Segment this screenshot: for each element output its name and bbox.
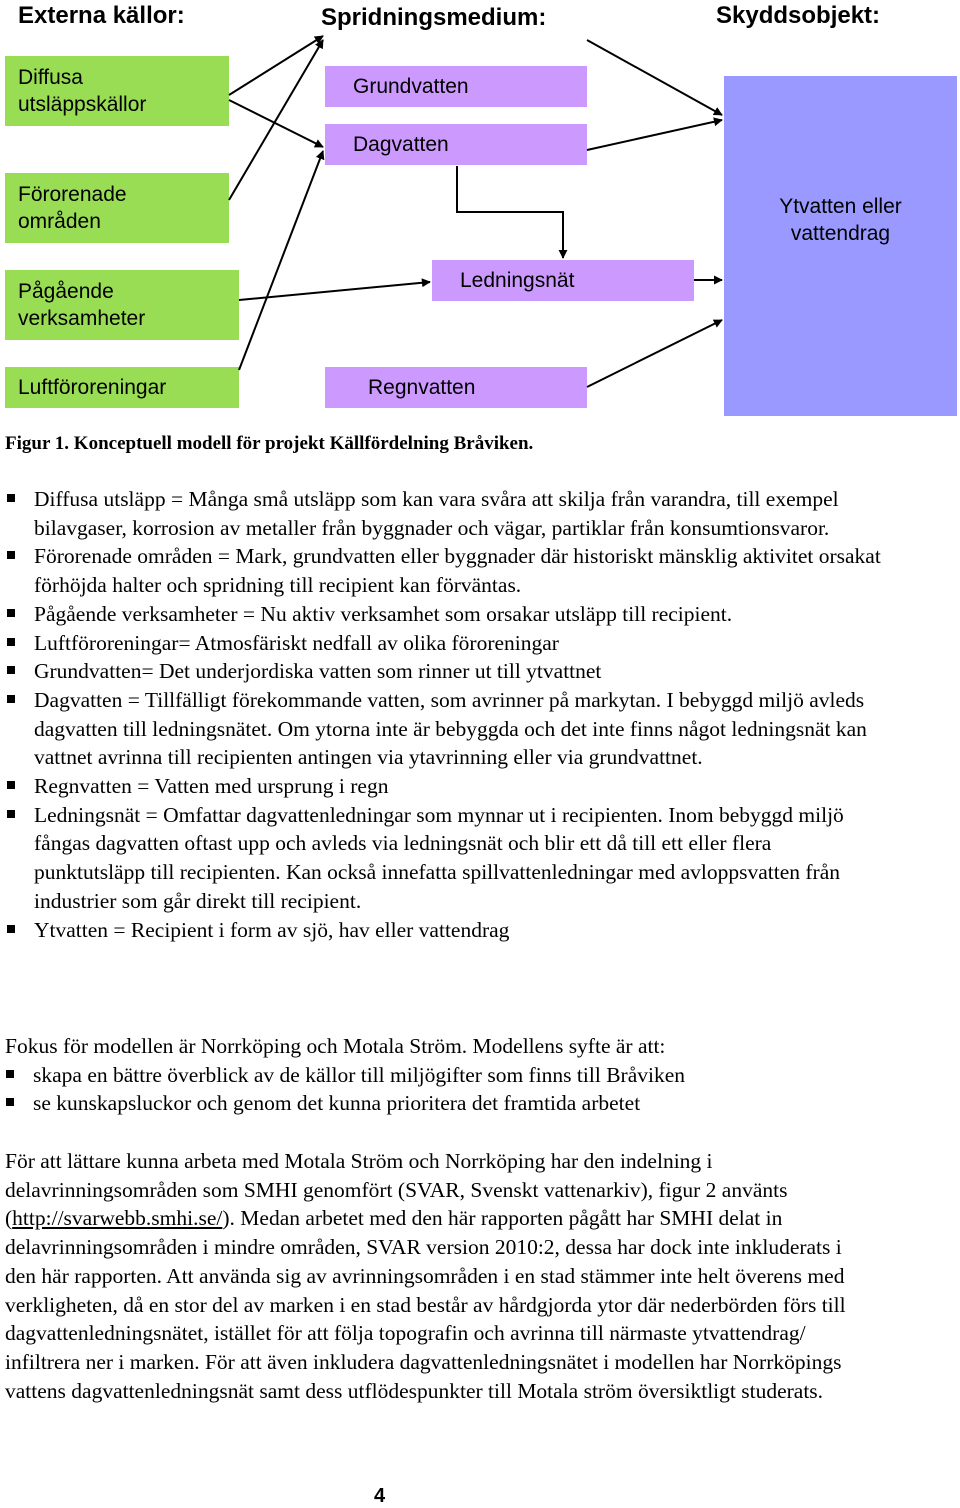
arrow-luft-dagvatten	[239, 151, 323, 370]
bullet-icon	[7, 810, 15, 818]
svar-link[interactable]: http://svarwebb.smhi.se/	[12, 1206, 223, 1231]
paragraph-text-start: För att lättare kunna arbeta med Motala Ström och Norrköping har den indelning i delavrinningsområden som SMHI genomfört (SVAR, Svenskt vattenarkiv), figur 2 använts (	[5, 1149, 788, 1231]
definition-item	[6, 916, 886, 945]
definition-text: Ledningsnät = Omfattar dagvattenledningar som mynnar ut i recipienten. Inom bebyggd miljö fångas dagvatten oftast upp och avleds via ledningsnät och blir ett då till ett eller flera punktutsläpp till recipienten. Kan också innefatta spillvattenledningar med avloppsvatten från industrier som går direkt till recipient.	[34, 802, 844, 913]
definitions-list	[6, 485, 886, 944]
arrow-dagvatten-ytvatten	[587, 120, 722, 150]
bullet-icon	[7, 781, 15, 789]
definition-text: Regnvatten = Vatten med ursprung i regn	[34, 774, 389, 799]
bullet-icon	[7, 695, 15, 703]
source-fororenade-label: Förorenade områden	[18, 183, 127, 233]
focus-item	[5, 1061, 905, 1090]
arrow-dagvatten-ledningsnat	[457, 166, 563, 258]
source-pagaende-label: Pågående verksamheter	[18, 280, 146, 330]
definition-text: Grundvatten= Det underjordiska vatten som rinner ut till ytvattnet	[34, 659, 602, 684]
definition-item	[6, 600, 886, 629]
focus-item	[5, 1089, 905, 1118]
definition-item	[6, 657, 886, 686]
source-luft-label: Luftföroreningar	[18, 376, 167, 399]
arrow-diffusa-dagvatten	[229, 100, 323, 147]
header-external-sources: Externa källor:	[18, 2, 185, 29]
medium-regnvatten-label: Regnvatten	[368, 376, 476, 399]
bullet-icon	[7, 551, 15, 559]
diagram-arrows	[0, 0, 960, 430]
definition-item	[6, 801, 886, 916]
figure-caption: Figur 1. Konceptuell modell för projekt Källfördelning Bråviken.	[5, 433, 534, 454]
definitions-list-container	[6, 485, 886, 944]
medium-dagvatten-label: Dagvatten	[353, 133, 449, 156]
definition-text: Dagvatten = Tillfälligt förekommande vatten, som avrinner på markytan. I bebyggd miljö avleds dagvatten till ledningsnätet. Om ytorna inte är bebyggda och det inte finns något ledningsnät kan vattnet avrinna till recipienten antingen via ytavrinning eller via grundvattnet.	[34, 687, 867, 770]
definition-item	[6, 772, 886, 801]
focus-intro: Fokus för modellen är Norrköping och Motala Ström. Modellens syfte är att:	[5, 1034, 666, 1058]
medium-grundvatten-label: Grundvatten	[353, 75, 469, 98]
definition-text: Pågående verksamheter = Nu aktiv verksamhet som orsakar utsläpp till recipient.	[34, 601, 733, 626]
paragraph-text-end: ). Medan arbetet med den här rapporten pågått har SMHI delat in delavrinningsområden i mindre områden, SVAR version 2010:2, dessa har dock inte inkluderats i den här rapporten. Att använda sig av avrinningsområden i en stad stämmer inte helt överens med verkligheten, då en stor del av marken i en stad består av hårdgjorda ytor där nederbörden förs till dagvattenledningsnätet, istället för att följa topografin och avrinna till närmaste ytvattendrag/ infiltrera ner i marken. För att även inkludera dagvattenledningsnätet i modellen har Norrköpings vattens dagvattenledningsnät samt dess utflödespunkter till Motala ström översiktligt studerats.	[5, 1206, 846, 1403]
medium-ledningsnat-label: Ledningsnät	[460, 269, 575, 292]
arrow-regnvatten-ytvatten	[587, 320, 722, 387]
focus-item-text: skapa en bättre överblick av de källor till miljögifter som finns till Bråviken	[33, 1062, 686, 1087]
definition-item	[6, 686, 886, 772]
definition-text: Förorenade områden = Mark, grundvatten eller byggnader där historiskt mänsklig aktivitet orsakat förhöjda halter och spridning till recipient kan förväntas.	[34, 544, 881, 598]
page-number: 4	[374, 1485, 386, 1507]
focus-section	[5, 1032, 905, 1118]
bullet-icon	[7, 925, 15, 933]
source-diffusa-label: Diffusa utsläppskällor	[18, 66, 147, 116]
bullet-icon	[7, 638, 15, 646]
definition-text: Diffusa utsläpp = Många små utsläpp som kan vara svåra att skilja från varandra, till exempel bilavgaser, korrosion av metaller från byggnader och vägar, partiklar från konsumtionsvaror.	[34, 487, 839, 540]
header-protected-object: Skyddsobjekt:	[716, 2, 881, 29]
definition-item	[6, 542, 886, 599]
bullet-icon	[7, 494, 15, 502]
bullet-icon	[7, 609, 15, 617]
bullet-icon	[6, 1070, 14, 1078]
definition-item	[6, 629, 886, 658]
bullet-icon	[6, 1098, 14, 1106]
focus-list	[5, 1061, 905, 1118]
body-paragraph	[5, 1147, 873, 1405]
focus-item-text: se kunskapsluckor och genom det kunna prioritera det framtida arbetet	[33, 1091, 641, 1116]
bullet-icon	[7, 666, 15, 674]
arrow-grundvatten-ytvatten	[587, 40, 722, 115]
target-ytvatten-label: Ytvatten eller vattendrag	[779, 195, 902, 245]
definition-text: Ytvatten = Recipient i form av sjö, hav eller vattendrag	[34, 917, 510, 942]
definition-text: Luftföroreningar= Atmosfäriskt nedfall av olika föroreningar	[34, 630, 559, 655]
definition-item	[6, 485, 886, 542]
arrow-fororenade-grundvatten	[229, 40, 323, 200]
header-spreading-medium: Spridningsmedium:	[321, 4, 547, 31]
